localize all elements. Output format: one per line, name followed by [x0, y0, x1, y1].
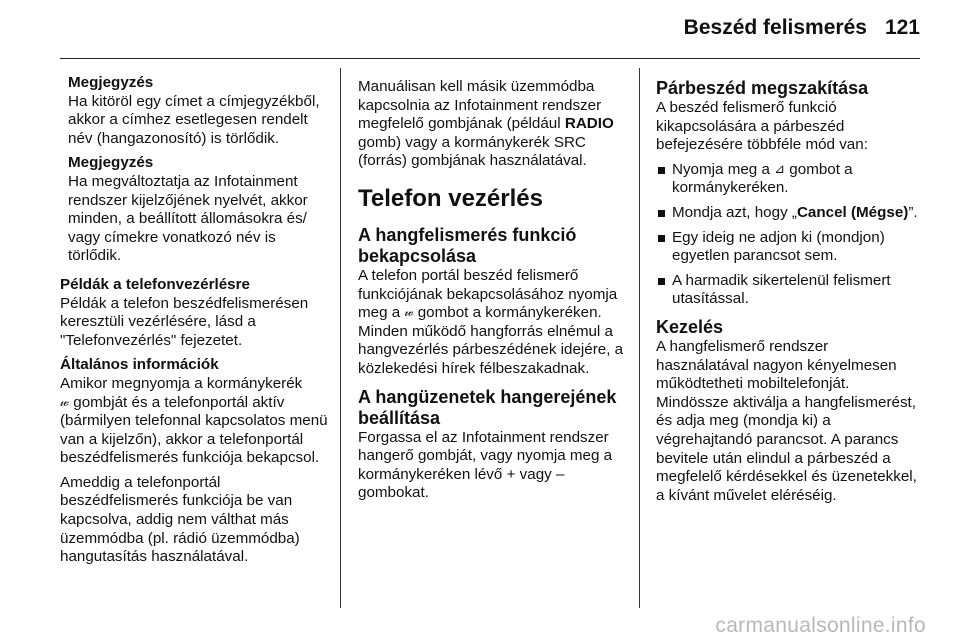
usage-text: A hangfelismerő rendszer használatával nagyon kényelmesen működtetheti mobiltelefonját. Mindössze aktiválja a hangfelismerést, és adja meg (mondja ki) a végrehajtandó parancsot. A parancs bevitele után elindul a párbeszéd a megfelelő kérdésekkel és üzenetekkel, a kívánt művelet eléréséig.: [656, 337, 917, 504]
bullet-icon: [658, 235, 665, 242]
watermark: carmanualsonline.info: [715, 614, 926, 637]
note-block-1: [68, 74, 328, 148]
bullet-icon: [658, 278, 665, 285]
cancel-methods-list: [656, 161, 924, 309]
activate-text: A telefon portál beszéd felismerő funkciójának bekapcsolásához nyomja meg a 𝓌 gombot a kormánykeréken. Minden működő hangforrás elnémul a hangvezérlés párbeszédének idejére, a közlekedési hírek félbeszakadnak.: [358, 266, 624, 377]
column-left: [60, 74, 328, 573]
page-header: [684, 16, 920, 46]
radio-label: RADIO: [564, 115, 614, 133]
list-item: Mondja azt, hogy „Cancel (Mégse)”.: [656, 204, 924, 223]
subsection-heading-cancel: Párbeszéd megszakítása: [656, 78, 869, 98]
general-heading: Általános információk: [60, 356, 219, 374]
note-block-2: [68, 154, 328, 266]
bullet-icon: [658, 210, 665, 217]
cancel-command: Cancel (Mégse): [796, 203, 909, 221]
until-text: Ameddig a telefonportál beszédfelismerés funkciója be van kapcsolva, addig nem válthat más üzemmódba (pl. rádió üzemmódba) hangutasítás használatával.: [60, 473, 300, 566]
note-title: Megjegyzés: [68, 74, 154, 91]
page-title: Beszéd felismerés: [683, 16, 867, 39]
volume-text: Forgassa el az Infotainment rendszer hangerő gombját, vagy nyomja meg a kormánykeréken lévő + vagy – gombokat.: [358, 428, 613, 502]
note-text: Ha megváltoztatja az Infotainment rendszer kijelzőjének nyelvét, akkor minden, a beállított állomásokra és/ vagy címekre vonatkozó név is törlődik.: [68, 172, 308, 265]
subsection-heading-volume: A hangüzenetek hangerejének beállítása: [358, 386, 617, 428]
column-divider-left: [340, 68, 341, 608]
bullet-icon: [658, 167, 665, 174]
subsection-heading-activate: A hangfelismerés funkció bekapcsolása: [358, 224, 577, 266]
list-item: Egy ideig ne adjon ki (mondjon) egyetlen parancsot sem.: [656, 229, 924, 266]
column-middle: [358, 78, 626, 509]
page-number: 121: [884, 16, 920, 39]
list-item: A harmadik sikertelenül felismert utasítással.: [656, 272, 924, 309]
voice-button-icon: 𝓌: [60, 393, 70, 409]
examples-heading: Példák a telefonvezérlésre: [60, 275, 250, 293]
column-divider-right: [639, 68, 640, 608]
hangup-button-icon: ⊿: [774, 160, 786, 176]
list-item: Nyomja meg a ⊿ gombot a kormánykeréken.: [656, 161, 924, 198]
note-title: Megjegyzés: [68, 154, 154, 172]
general-text: Amikor megnyomja a kormánykerék 𝓌 gombját és a telefonportál aktív (bármilyen telefonnal kapcsolatos menü van a kijelzőn), akkor a telefonportál beszédfelismerés funkciója bekapcsol.: [60, 374, 328, 467]
cancel-intro-text: A beszéd felismerő funkció kikapcsolására a párbeszéd befejezésére többféle mód van:: [656, 99, 868, 154]
manual-text: Manuálisan kell másik üzemmódba kapcsolnia az Infotainment rendszer megfelelő gombjának (például RADIO gomb) vagy a kormánykerék SRC (forrás) gombjának használatával.: [358, 78, 614, 170]
voice-button-icon: 𝓌: [404, 304, 414, 320]
note-text: Ha kitöröl egy címet a címjegyzékből, akkor a címhez esetlegesen rendelt név (hangazonosító) is törlődik.: [68, 92, 320, 147]
column-right: [656, 78, 924, 511]
header-divider: [60, 58, 920, 59]
section-heading: Telefon vezérlés: [358, 184, 543, 212]
subsection-heading-usage: Kezelés: [656, 316, 724, 337]
examples-text: Példák a telefon beszédfelismerésen keresztüli vezérlésére, lásd a "Telefonvezérlés" fejezetet.: [60, 294, 309, 349]
